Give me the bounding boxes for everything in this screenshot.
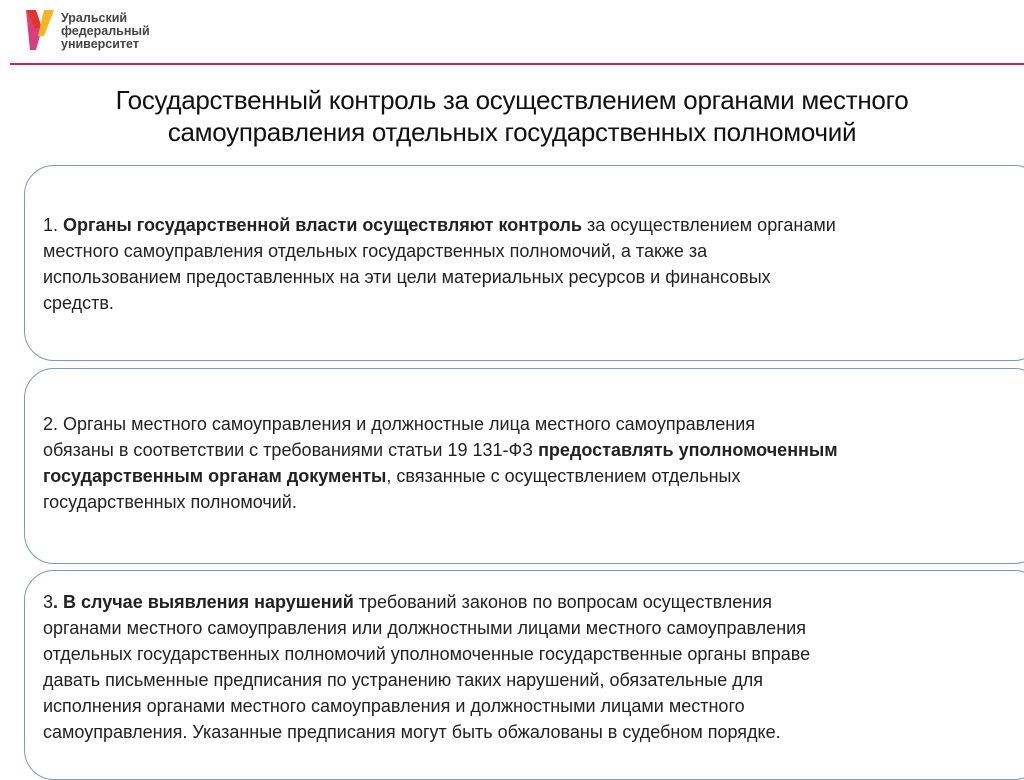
content-card-2 bbox=[24, 368, 1024, 564]
logo-line: федеральный bbox=[61, 24, 150, 38]
text-run: 3 bbox=[43, 592, 54, 612]
page-title bbox=[40, 84, 984, 148]
bold-text-run: государственным органам документы bbox=[43, 466, 387, 486]
text-run: требований законов по вопросам осуществления bbox=[353, 592, 773, 612]
text-run: 1. bbox=[43, 215, 64, 235]
text-line bbox=[43, 437, 1013, 463]
text-line: давать письменные предписания по устранению таких нарушений, обязательные для bbox=[43, 670, 763, 690]
logo-text bbox=[61, 12, 150, 51]
text-line bbox=[43, 212, 1013, 238]
text-line: исполнения органами местного самоуправления и должностными лицами местного bbox=[43, 696, 745, 716]
logo-line: университет bbox=[61, 37, 139, 51]
title-line: Государственный контроль за осуществлением органами местного bbox=[115, 85, 909, 115]
university-logo bbox=[22, 6, 212, 52]
bold-text-run: предоставлять уполномоченным bbox=[538, 440, 838, 460]
card-text bbox=[43, 212, 1013, 316]
content-card-3 bbox=[24, 570, 1024, 780]
text-line bbox=[43, 589, 1013, 615]
text-line: 2. Органы местного самоуправления и должностные лица местного самоуправления bbox=[43, 414, 756, 434]
text-line: местного самоуправления отдельных государственных полномочий, а также за bbox=[43, 241, 708, 261]
header-divider bbox=[10, 63, 1024, 65]
title-line: самоуправления отдельных государственных полномочий bbox=[167, 117, 857, 147]
text-line: самоуправления. Указанные предписания могут быть обжалованы в судебном порядке. bbox=[43, 722, 781, 742]
card-text bbox=[43, 589, 1013, 745]
text-line: органами местного самоуправления или должностными лицами местного самоуправления bbox=[43, 618, 806, 638]
text-line: отдельных государственных полномочий уполномоченные государственные органы вправе bbox=[43, 644, 811, 664]
content-card-1 bbox=[24, 165, 1024, 361]
text-run: , связанные с осуществлением отдельных bbox=[386, 466, 741, 486]
text-line: государственных полномочий. bbox=[43, 492, 297, 512]
text-line bbox=[43, 463, 1013, 489]
text-run: за осуществлением органами bbox=[582, 215, 836, 235]
logo-line: Уральский bbox=[61, 11, 128, 25]
text-line: средств. bbox=[43, 293, 114, 313]
bold-text-run: . В случае выявления нарушений bbox=[53, 592, 354, 612]
text-line: использованием предоставленных на эти цели материальных ресурсов и финансовых bbox=[43, 267, 771, 287]
bold-text-run: Органы государственной власти осуществляют контроль bbox=[63, 215, 582, 235]
logo-mark-icon bbox=[22, 6, 58, 52]
card-text bbox=[43, 411, 1013, 515]
text-run: обязаны в соответствии с требованиями статьи 19 131-ФЗ bbox=[43, 440, 539, 460]
